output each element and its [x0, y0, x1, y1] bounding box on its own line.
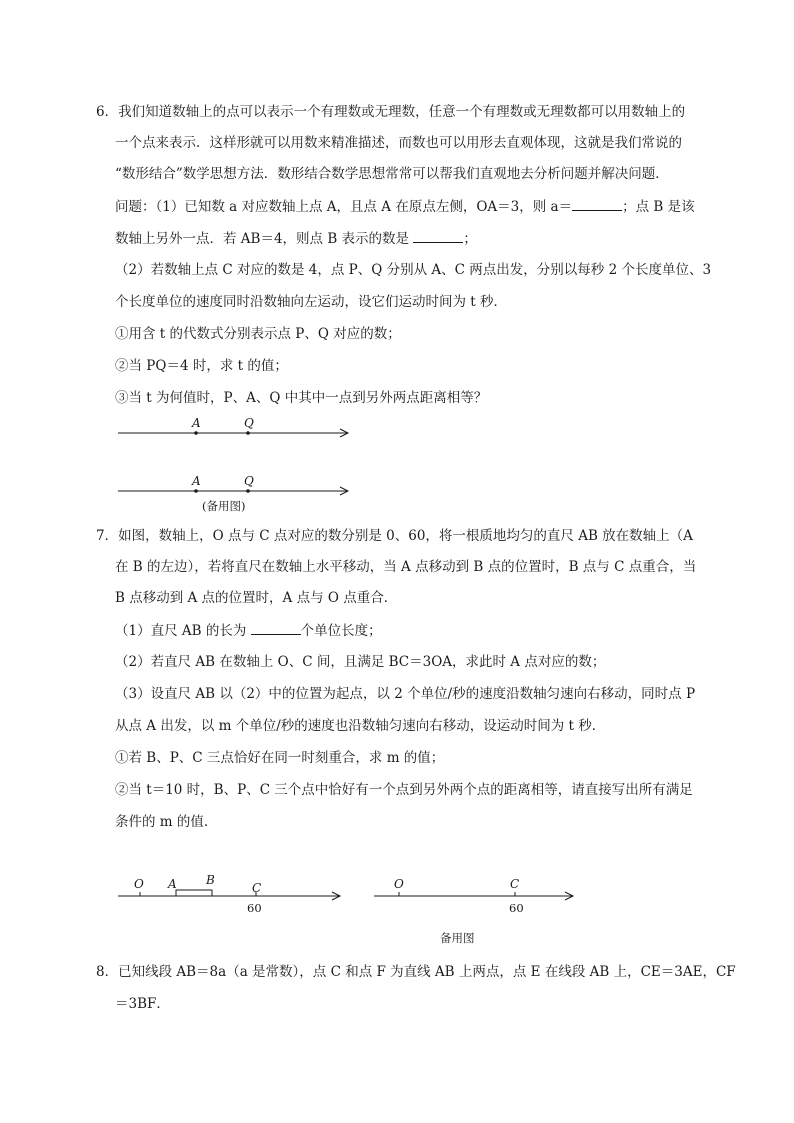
point-q-label: Q [244, 474, 254, 488]
q6-number-line-1 [110, 412, 360, 446]
q6-part1-text-c: 数轴上另外一点．若 AB＝4，则点 B 表示的数是 [115, 231, 414, 247]
point-a-label: A [168, 877, 177, 891]
q7-part1-text: （1）直尺 AB 的长为 [115, 623, 251, 639]
q6-line-10: ③当 t 为何值时，P、A、Q 中其中一点到另外两点距离相等？ [115, 390, 488, 406]
point-a-label: A [192, 474, 201, 488]
q6-part1-text-d: ； [463, 231, 477, 247]
point-q-label: Q [244, 416, 254, 430]
point-q-dot [246, 431, 250, 435]
q7-line-5: （2）若直尺 AB 在数轴上 O、C 间，且满足 BC＝3OA，求此时 A 点对应的数； [115, 654, 606, 670]
q8-line-2: ＝3BF． [115, 996, 170, 1012]
point-b-label: B [206, 873, 215, 887]
q6-line-7: 个长度单位的速度同时沿数轴向左运动，设它们运动时间为 t 秒． [115, 294, 508, 310]
q8-line-1: 8．已知线段 AB＝8a（a 是常数），点 C 和点 F 为直线 AB 上两点，点 E 在线段 AB 上，CE＝3AE，CF [96, 964, 736, 980]
q7-line-10: 条件的 m 的值． [115, 814, 218, 830]
q6-line-8: ①用含 t 的代数式分别表示点 P、Q 对应的数； [115, 326, 401, 342]
q7-line-6: （3）设直尺 AB 以（2）中的位置为起点，以 2 个单位/秒的速度沿数轴匀速向右移动，同时点 P [115, 686, 696, 702]
q7-line-1: 7．如图，数轴上，O 点与 C 点对应的数分别是 0、60，将一根质地均匀的直尺 AB 放在数轴上（A [96, 528, 693, 544]
q6-line-9: ②当 PQ＝4 时，求 t 的值； [115, 358, 288, 374]
q6-part1-text-b: ；点 B 是该 [622, 199, 695, 215]
q7-line-9: ②当 t＝10 时，B、P、C 三个点中恰好有一个点到另外两个点的距离相等，请直接写出所有满足 [115, 782, 693, 798]
spare-figure-caption: (备用图) [202, 499, 246, 513]
point-c-label: C [510, 877, 520, 891]
q7-line-7: 从点 A 出发，以 m 个单位/秒的速度也沿数轴匀速向右移动，设运动时间为 t 秒． [115, 718, 606, 734]
value-60-label: 60 [509, 901, 524, 915]
q6-line-2: 一个点来表示．这样形就可以用数来精准描述，而数也可以用形去直观体现，这就是我们常说的 [115, 135, 682, 151]
q6-line-6: （2）若数轴上点 C 对应的数是 4，点 P、Q 分别从 A、C 两点出发，分别以每秒 2 个长度单位、3 [115, 262, 712, 278]
q7-line-2: 在 B 的左边），若将直尺在数轴上水平移动，当 A 点移动到 B 点的位置时，B 点与 C 点重合，当 [115, 559, 697, 575]
q6-part1-text: 问题：（1）已知数 a 对应数轴上点 A，且点 A 在原点左侧，OA＝3，则 a＝ [115, 199, 573, 215]
q7-line-8: ①若 B、P、C 三点恰好在同一时刻重合，求 m 的值； [115, 750, 445, 766]
q6-line-5 [115, 228, 477, 249]
point-q-dot [246, 489, 250, 493]
q6-line-3: “数形结合”数学思想方法．数形结合数学思想常常可以帮我们直观地去分析问题并解决问题． [115, 166, 669, 182]
answer-blank-b[interactable] [413, 228, 463, 243]
answer-blank-a[interactable] [572, 196, 622, 211]
q7-line-3: B 点移动到 A 点的位置时，A 点与 O 点重合． [115, 590, 398, 606]
q7-figure-main [110, 872, 350, 922]
point-a-dot [194, 431, 198, 435]
answer-blank-ab[interactable] [251, 620, 301, 635]
spare-figure-caption: 备用图 [440, 931, 475, 945]
q6-line-4 [115, 196, 695, 217]
point-o-label: O [134, 877, 144, 891]
point-a-label: A [192, 416, 201, 430]
point-o-label: O [394, 877, 404, 891]
point-a-dot [194, 489, 198, 493]
q7-part1-text-b: 个单位长度； [300, 623, 382, 639]
value-60-label: 60 [247, 901, 262, 915]
point-c-label: C [252, 881, 262, 895]
q6-line-1: 6．我们知道数轴上的点可以表示一个有理数或无理数，任意一个有理数或无理数都可以用数轴上的 [96, 104, 686, 120]
ruler-ab [176, 890, 212, 896]
q7-line-4 [115, 620, 382, 641]
q7-figure-spare [368, 872, 583, 922]
